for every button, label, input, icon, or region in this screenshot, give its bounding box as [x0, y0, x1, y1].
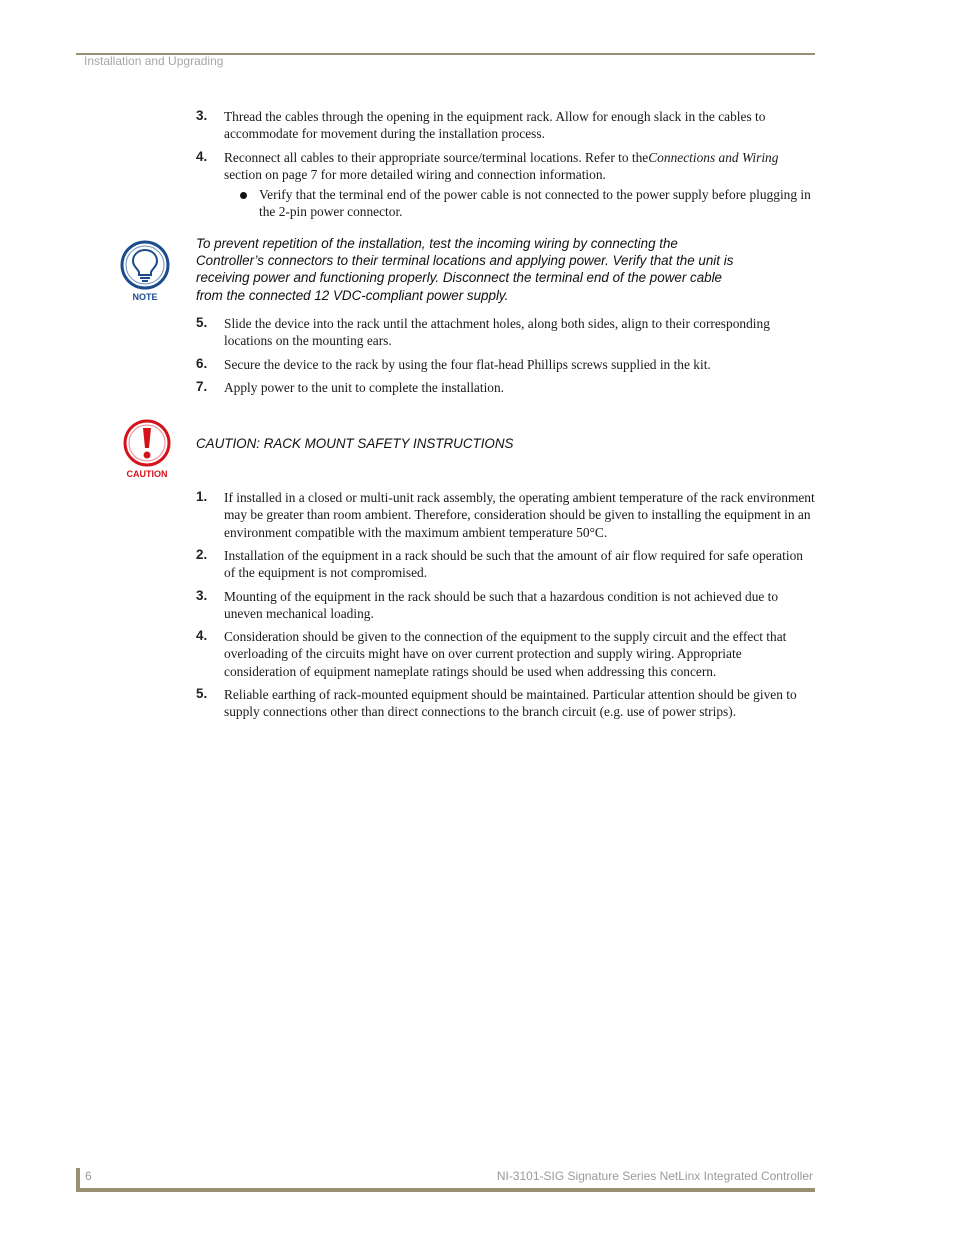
step-text: Apply power to the unit to complete the installation. [224, 380, 505, 395]
step-number: 6. [196, 356, 208, 371]
step-text: Mounting of the equipment in the rack should be such that a hazardous condition is not achieved due to uneven mechanical loading. [224, 589, 779, 622]
exclamation-icon [122, 418, 172, 468]
step-text: Slide the device into the rack until the attachment holes, along both sides, align to their corresponding locations on the mounting ears. [224, 316, 770, 349]
step-text-post: section on page 7 for more detailed wiring and connection information. [224, 167, 606, 183]
step-number: 1. [196, 489, 208, 504]
page-number: 6 [85, 1169, 92, 1183]
step-number: 3. [196, 108, 208, 123]
bullet-dot [240, 192, 247, 199]
step-number: 4. [196, 149, 208, 164]
step-text: Secure the device to the rack by using the four flat-head Phillips screws supplied in the kit. [224, 357, 711, 372]
cross-reference-link[interactable]: Connections and Wiring [648, 150, 779, 165]
note-text: To prevent repetition of the installation, test the incoming wiring by connecting the Controller’s connectors to their terminal locations and applying power. Verify that the unit is receiving power and functioning properly. Disconnect the terminal end of the power cable from the connected 12 VDC-compliant power supply. [196, 236, 734, 303]
step-text: If installed in a closed or multi-unit rack assembly, the operating ambient temperature of the rack environment may be greater than room ambient. Therefore, consideration should be given to installing the equipment in an environment compatible with the maximum ambient temperature 50°C. [224, 490, 815, 540]
step-number: 5. [196, 686, 208, 701]
footer-rule [76, 1188, 815, 1192]
step-text: Consideration should be given to the connection of the equipment to the supply circuit and the effect that overloading of the circuits might have on over current protection and supply wiring. Appropriate consideration of equipment nameplate ratings should be used when addressing this concern. [224, 629, 787, 679]
step-text: Installation of the equipment in a rack should be such that the amount of air flow required for safe operation of the equipment is not compromised. [224, 548, 803, 581]
step-number: 7. [196, 379, 208, 394]
step-number: 5. [196, 315, 208, 330]
caution-title: CAUTION: RACK MOUNT SAFETY INSTRUCTIONS [196, 436, 514, 451]
step-number: 2. [196, 547, 208, 562]
step-text: Reliable earthing of rack-mounted equipment should be maintained. Particular attention should be given to supply connections other than direct connections to the branch circuit (e.g. use of power strips). [224, 687, 797, 720]
step-text [224, 149, 816, 184]
header-section-title: Installation and Upgrading [84, 54, 224, 68]
step-text: Thread the cables through the opening in the equipment rack. Allow for enough slack in the cables to accommodate for movement during the installation process. [224, 109, 766, 142]
bullet-text: Verify that the terminal end of the power cable is not connected to the power supply before plugging in the 2-pin power connector. [259, 187, 811, 220]
step-number: 3. [196, 588, 208, 603]
caution-label: CAUTION [126, 469, 168, 479]
step-number: 4. [196, 628, 208, 643]
note-label: NOTE [132, 292, 158, 302]
footer-document-title: NI-3101-SIG Signature Series NetLinx Integrated Controller [496, 1169, 813, 1183]
step-text-pre: Reconnect all cables to their appropriate source/terminal locations. Refer to the [224, 150, 649, 165]
